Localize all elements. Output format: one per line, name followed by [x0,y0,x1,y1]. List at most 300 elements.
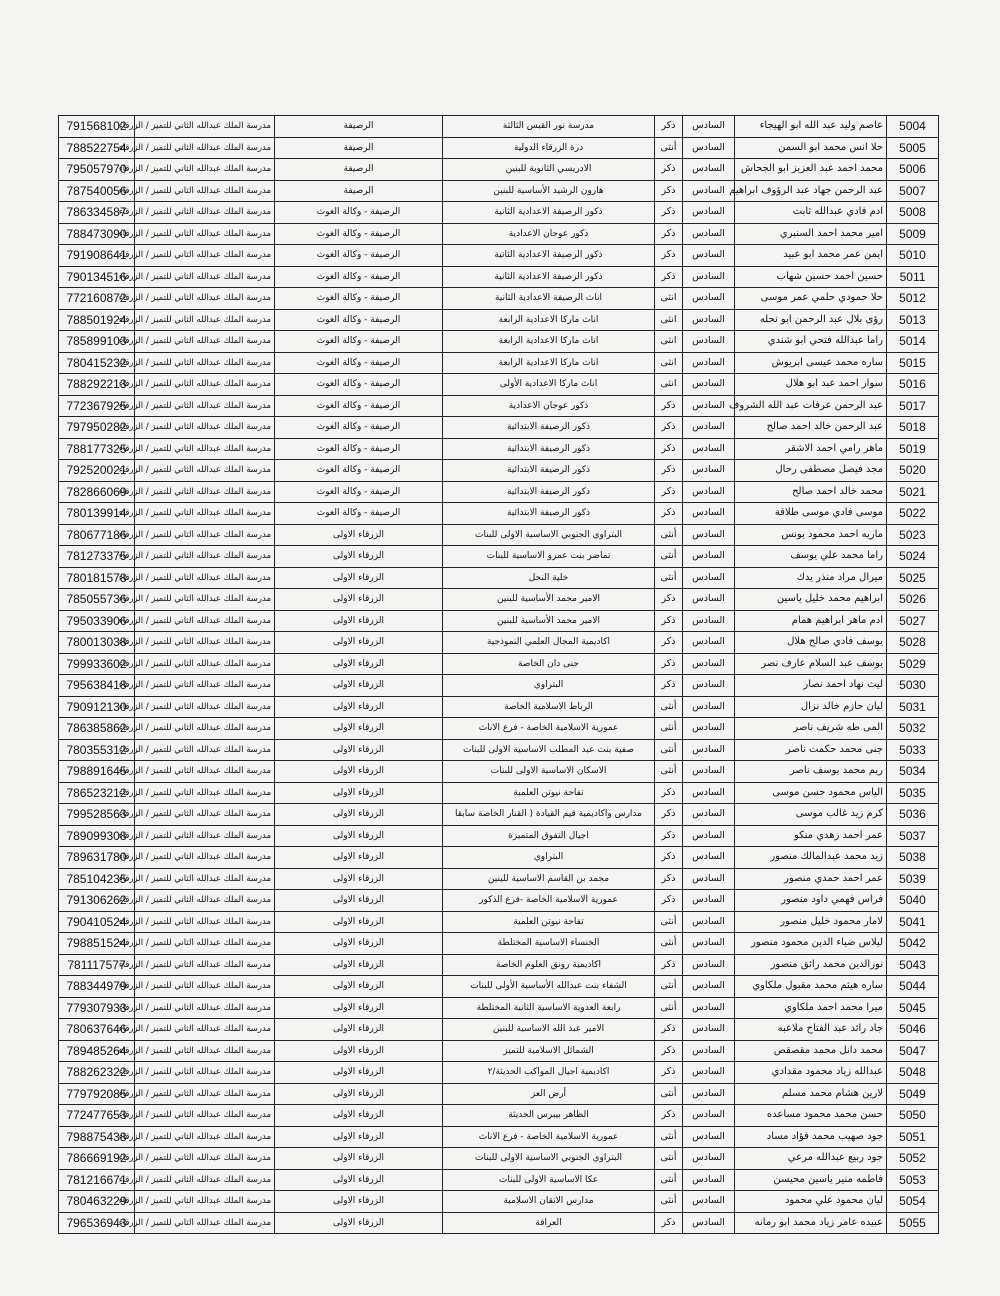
grade-cell: السادس [683,868,735,890]
student-name-cell: زيد محمد عبدالمالك منصور [735,847,887,869]
table-row [59,761,939,783]
table-row [59,266,939,288]
grade-cell: السادس [683,718,735,740]
school-cell: اناث ماركا الاعدادية الأولى [443,374,655,396]
gender-cell: ذكر [655,180,683,202]
school-cell: الامير عبد الله الاساسية للبنين [443,1019,655,1041]
school-cell: مدارس واكاديمية قيم القيادة ( القنار الخاصة سابقا [443,804,655,826]
exam-center-cell: مدرسة الملك عبدالله الثاني للتميز / الزرقاء [135,460,275,482]
gender-cell: ذكر [655,245,683,267]
directorate-cell: الزرقاء الاولى [275,954,443,976]
seat-number-cell: 5007 [887,180,939,202]
seat-number-cell: 5032 [887,718,939,740]
student-name-cell: حلا حمودي حلمي عمر موسى [735,288,887,310]
directorate-cell: الرصيفة - وكالة الغوث [275,245,443,267]
document-sheet [58,115,938,1234]
gender-cell: ذكر [655,782,683,804]
seat-number-cell: 5046 [887,1019,939,1041]
gender-cell: أنثى [655,696,683,718]
table-row [59,890,939,912]
gender-cell: أنثى [655,546,683,568]
student-name-cell: ريم محمد يوسف ناصر [735,761,887,783]
grade-cell: السادس [683,1148,735,1170]
exam-center-cell: مدرسة الملك عبدالله الثاني للتميز / الزرقاء [135,804,275,826]
school-cell: محمد بن القاسم الاساسية للبنين [443,868,655,890]
phone-cell: 790410524 [59,911,135,933]
gender-cell: ذكر [655,481,683,503]
grade-cell: السادس [683,1126,735,1148]
seat-number-cell: 5023 [887,524,939,546]
table-row [59,718,939,740]
directorate-cell: الزرقاء الاولى [275,567,443,589]
grade-cell: السادس [683,245,735,267]
table-row [59,567,939,589]
exam-center-cell: مدرسة الملك عبدالله الثاني للتميز / الزرقاء [135,653,275,675]
phone-cell: 772367925 [59,395,135,417]
gender-cell: أنثى [655,1169,683,1191]
directorate-cell: الزرقاء الاولى [275,696,443,718]
exam-center-cell: مدرسة الملك عبدالله الثاني للتميز / الزرقاء [135,417,275,439]
directorate-cell: الزرقاء الاولى [275,1105,443,1127]
seat-number-cell: 5012 [887,288,939,310]
seat-number-cell: 5036 [887,804,939,826]
school-cell: تماضر بنت عمرو الاساسية للبنات [443,546,655,568]
student-name-cell: ليان محمود علي محمود [735,1191,887,1213]
seat-number-cell: 5048 [887,1062,939,1084]
seat-number-cell: 5015 [887,352,939,374]
gender-cell: انثى [655,309,683,331]
seat-number-cell: 5030 [887,675,939,697]
student-name-cell: لارين هشام محمد مسلم [735,1083,887,1105]
directorate-cell: الزرقاء الاولى [275,1019,443,1041]
student-name-cell: حسن محمد محمود مساعده [735,1105,887,1127]
exam-center-cell: مدرسة الملك عبدالله الثاني للتميز / الزرقاء [135,911,275,933]
phone-cell: 791568102 [59,116,135,138]
student-name-cell: محمد خالد احمد صالح [735,481,887,503]
grade-cell: السادس [683,1169,735,1191]
phone-cell: 780415232 [59,352,135,374]
exam-center-cell: مدرسة الملك عبدالله الثاني للتميز / الزرقاء [135,180,275,202]
exam-center-cell: مدرسة الملك عبدالله الثاني للتميز / الزرقاء [135,331,275,353]
seat-number-cell: 5053 [887,1169,939,1191]
exam-center-cell: مدرسة الملك عبدالله الثاني للتميز / الزرقاء [135,868,275,890]
grade-cell: السادس [683,804,735,826]
grade-cell: السادس [683,503,735,525]
student-name-cell: ليث نهاد احمد نصار [735,675,887,697]
exam-center-cell: مدرسة الملك عبدالله الثاني للتميز / الزرقاء [135,567,275,589]
table-row [59,675,939,697]
directorate-cell: الرصيفة - وكالة الغوث [275,202,443,224]
grade-cell: السادس [683,460,735,482]
table-row [59,868,939,890]
directorate-cell: الرصيفة - وكالة الغوث [275,266,443,288]
grade-cell: السادس [683,589,735,611]
grade-cell: السادس [683,911,735,933]
exam-center-cell: مدرسة الملك عبدالله الثاني للتميز / الزرقاء [135,954,275,976]
exam-center-cell: مدرسة الملك عبدالله الثاني للتميز / الزرقاء [135,503,275,525]
phone-cell: 772160872 [59,288,135,310]
exam-center-cell: مدرسة الملك عبدالله الثاني للتميز / الزرقاء [135,589,275,611]
seat-number-cell: 5044 [887,976,939,998]
table-row [59,825,939,847]
phone-cell: 798891645 [59,761,135,783]
student-name-cell: يوسف عبد السلام عارف نصر [735,653,887,675]
directorate-cell: الرصيفة - وكالة الغوث [275,417,443,439]
student-name-cell: كرم زيد غالب موسى [735,804,887,826]
gender-cell: أنثى [655,524,683,546]
phone-cell: 788262322 [59,1062,135,1084]
grade-cell: السادس [683,610,735,632]
phone-cell: 788177325 [59,438,135,460]
phone-cell: 796536943 [59,1212,135,1234]
seat-number-cell: 5020 [887,460,939,482]
exam-center-cell: مدرسة الملك عبدالله الثاني للتميز / الزرقاء [135,997,275,1019]
exam-center-cell: مدرسة الملك عبدالله الثاني للتميز / الزرقاء [135,1062,275,1084]
school-cell: عمورية الاسلامية الخاصة - فرع الاناث [443,1126,655,1148]
grade-cell: السادس [683,1019,735,1041]
school-cell: الخنساء الاساسية المختلطة [443,933,655,955]
school-cell: ذكور الرصيفة الاعدادية الثانية [443,266,655,288]
grade-cell: السادس [683,847,735,869]
student-name-cell: لامار محمود خليل منصور [735,911,887,933]
exam-center-cell: مدرسة الملك عبدالله الثاني للتميز / الزرقاء [135,1083,275,1105]
school-cell: اكاديمية اجيال المواكب الحديثة/٢ [443,1062,655,1084]
exam-center-cell: مدرسة الملك عبدالله الثاني للتميز / الزرقاء [135,352,275,374]
school-cell: اناث ماركا الاعدادية الرابعة [443,331,655,353]
directorate-cell: الزرقاء الاولى [275,847,443,869]
directorate-cell: الزرقاء الاولى [275,782,443,804]
school-cell: ذكور الرصيفة الابتدائية [443,417,655,439]
exam-center-cell: مدرسة الملك عبدالله الثاني للتميز / الزرقاء [135,610,275,632]
school-cell: مدرسة نور القبس الثالثة [443,116,655,138]
phone-cell: 779307933 [59,997,135,1019]
seat-number-cell: 5010 [887,245,939,267]
directorate-cell: الزرقاء الاولى [275,653,443,675]
directorate-cell: الزرقاء الاولى [275,1083,443,1105]
gender-cell: أنثى [655,718,683,740]
grade-cell: السادس [683,223,735,245]
phone-cell: 789631780 [59,847,135,869]
student-name-cell: فراس فهمي داود منصور [735,890,887,912]
grade-cell: السادس [683,1040,735,1062]
phone-cell: 789485264 [59,1040,135,1062]
exam-center-cell: مدرسة الملك عبدالله الثاني للتميز / الزرقاء [135,116,275,138]
student-name-cell: ميرا محمد احمد ملكاوي [735,997,887,1019]
grade-cell: السادس [683,266,735,288]
student-name-cell: عمر احمد حمدي منصور [735,868,887,890]
seat-number-cell: 5029 [887,653,939,675]
student-name-cell: عبد الرحمن عرفات عبد الله الشروف [735,395,887,417]
seat-number-cell: 5049 [887,1083,939,1105]
exam-center-cell: مدرسة الملك عبدالله الثاني للتميز / الزرقاء [135,266,275,288]
student-name-cell: ساره محمد عيسى ابريوش [735,352,887,374]
seat-number-cell: 5051 [887,1126,939,1148]
seat-number-cell: 5011 [887,266,939,288]
phone-cell: 795033906 [59,610,135,632]
directorate-cell: الزرقاء الاولى [275,1148,443,1170]
directorate-cell: الرصيفة [275,159,443,181]
student-table [58,115,939,1234]
school-cell: الظاهر بيبرس الحديثة [443,1105,655,1127]
gender-cell: ذكر [655,1040,683,1062]
exam-center-cell: مدرسة الملك عبدالله الثاني للتميز / الزرقاء [135,1148,275,1170]
school-cell: الشفاء بنت عبدالله الأساسية الأولى للبنات [443,976,655,998]
exam-center-cell: مدرسة الملك عبدالله الثاني للتميز / الزرقاء [135,632,275,654]
exam-center-cell: مدرسة الملك عبدالله الثاني للتميز / الزرقاء [135,761,275,783]
directorate-cell: الزرقاء الاولى [275,589,443,611]
school-cell: الشمائل الاسلامية للتميز [443,1040,655,1062]
directorate-cell: الزرقاء الاولى [275,1169,443,1191]
grade-cell: السادس [683,567,735,589]
gender-cell: أنثى [655,1191,683,1213]
grade-cell: السادس [683,395,735,417]
phone-cell: 786669192 [59,1148,135,1170]
directorate-cell: الزرقاء الاولى [275,911,443,933]
seat-number-cell: 5014 [887,331,939,353]
school-cell: العراقة [443,1212,655,1234]
gender-cell: ذكر [655,503,683,525]
student-name-cell: امير محمد احمد السنبري [735,223,887,245]
student-name-cell: حلا انس محمد ابو السمن [735,137,887,159]
seat-number-cell: 5054 [887,1191,939,1213]
directorate-cell: الرصيفة [275,137,443,159]
directorate-cell: الزرقاء الاولى [275,890,443,912]
directorate-cell: الزرقاء الاولى [275,1191,443,1213]
student-name-cell: موسى فادي موسى طلاقة [735,503,887,525]
grade-cell: السادس [683,954,735,976]
gender-cell: ذكر [655,1105,683,1127]
gender-cell: انثى [655,288,683,310]
phone-cell: 790912130 [59,696,135,718]
grade-cell: السادس [683,976,735,998]
school-cell: ذكور الرصيفة الابتدائية [443,460,655,482]
phone-cell: 795057970 [59,159,135,181]
table-row [59,632,939,654]
school-cell: عمورية الاسلامية الخاصة - فرع الاناث [443,718,655,740]
directorate-cell: الزرقاء الاولى [275,1040,443,1062]
school-cell: البتراوي الجنوبي الاساسية الاولى للبنات [443,1148,655,1170]
gender-cell: انثى [655,352,683,374]
phone-cell: 780139914 [59,503,135,525]
table-row [59,331,939,353]
gender-cell: ذكر [655,438,683,460]
student-name-cell: جاد رائد عبد الفتاح ملاعبه [735,1019,887,1041]
directorate-cell: الزرقاء الاولى [275,675,443,697]
seat-number-cell: 5024 [887,546,939,568]
exam-center-cell: مدرسة الملك عبدالله الثاني للتميز / الزرقاء [135,675,275,697]
student-name-cell: جنى محمد حكمت ناصر [735,739,887,761]
directorate-cell: الرصيفة - وكالة الغوث [275,395,443,417]
seat-number-cell: 5037 [887,825,939,847]
school-cell: الادريسي الثانوية للبنين [443,159,655,181]
table-row [59,374,939,396]
student-name-cell: عبيده عامر زياد محمد ابو رمانه [735,1212,887,1234]
seat-number-cell: 5025 [887,567,939,589]
phone-cell: 785104235 [59,868,135,890]
gender-cell: أنثى [655,761,683,783]
gender-cell: أنثى [655,137,683,159]
phone-cell: 781216671 [59,1169,135,1191]
phone-cell: 785899103 [59,331,135,353]
student-name-cell: عاصم وليد عبد الله ابو الهيجاء [735,116,887,138]
directorate-cell: الزرقاء الاولى [275,1212,443,1234]
directorate-cell: الزرقاء الاولى [275,524,443,546]
gender-cell: ذكر [655,868,683,890]
gender-cell: ذكر [655,266,683,288]
grade-cell: السادس [683,675,735,697]
student-name-cell: يوسف فادي صالح هلال [735,632,887,654]
phone-cell: 791908641 [59,245,135,267]
seat-number-cell: 5043 [887,954,939,976]
student-name-cell: ميرال مراد منذر يدك [735,567,887,589]
seat-number-cell: 5004 [887,116,939,138]
seat-number-cell: 5021 [887,481,939,503]
directorate-cell: الزرقاء الاولى [275,718,443,740]
phone-cell: 782866069 [59,481,135,503]
gender-cell: ذكر [655,890,683,912]
exam-center-cell: مدرسة الملك عبدالله الثاني للتميز / الزرقاء [135,137,275,159]
table-row [59,782,939,804]
seat-number-cell: 5026 [887,589,939,611]
exam-center-cell: مدرسة الملك عبدالله الثاني للتميز / الزرقاء [135,309,275,331]
table-row [59,180,939,202]
grade-cell: السادس [683,374,735,396]
seat-number-cell: 5013 [887,309,939,331]
gender-cell: أنثى [655,933,683,955]
table-row [59,202,939,224]
school-cell: البتراوي الجنوبي الاساسية الاولى للبنات [443,524,655,546]
table-row [59,481,939,503]
grade-cell: السادس [683,696,735,718]
student-name-cell: راما عبدالله فتحي ابو شندي [735,331,887,353]
directorate-cell: الرصيفة - وكالة الغوث [275,331,443,353]
seat-number-cell: 5033 [887,739,939,761]
directorate-cell: الرصيفة - وكالة الغوث [275,374,443,396]
grade-cell: السادس [683,180,735,202]
gender-cell: أنثى [655,567,683,589]
seat-number-cell: 5052 [887,1148,939,1170]
school-cell: ذكور الرصيفة الاعدادية الثانية [443,202,655,224]
school-cell: اناث ماركا الاعدادية الرابعة [443,352,655,374]
phone-cell: 780677186 [59,524,135,546]
directorate-cell: الزرقاء الاولى [275,739,443,761]
student-name-cell: ابراهيم محمد خليل ياسين [735,589,887,611]
school-cell: الرباط الاسلامية الخاصة [443,696,655,718]
phone-cell: 795638418 [59,675,135,697]
directorate-cell: الزرقاء الاولى [275,997,443,1019]
gender-cell: ذكر [655,954,683,976]
student-name-cell: ليلاس ضياء الدين محمود منصور [735,933,887,955]
table-row [59,546,939,568]
seat-number-cell: 5031 [887,696,939,718]
phone-cell: 788292213 [59,374,135,396]
student-name-cell: عبدالله زياد محمود مقدادي [735,1062,887,1084]
exam-center-cell: مدرسة الملك عبدالله الثاني للتميز / الزرقاء [135,1212,275,1234]
gender-cell: ذكر [655,1212,683,1234]
table-row [59,1169,939,1191]
gender-cell: أنثى [655,911,683,933]
student-name-cell: مجد فيصل مصطفى رحال [735,460,887,482]
phone-cell: 792520021 [59,460,135,482]
student-name-cell: جود ربيع عبدالله مرعي [735,1148,887,1170]
directorate-cell: الزرقاء الاولى [275,825,443,847]
directorate-cell: الزرقاء الاولى [275,632,443,654]
school-cell: ذكور عوجان الاعدادية [443,395,655,417]
school-cell: اناث ماركا الاعدادية الرابعة [443,309,655,331]
table-row [59,1083,939,1105]
student-name-cell: المى طه شريف ناصر [735,718,887,740]
phone-cell: 772477653 [59,1105,135,1127]
exam-center-cell: مدرسة الملك عبدالله الثاني للتميز / الزرقاء [135,1191,275,1213]
gender-cell: ذكر [655,675,683,697]
table-row [59,696,939,718]
exam-center-cell: مدرسة الملك عبدالله الثاني للتميز / الزرقاء [135,159,275,181]
directorate-cell: الرصيفة - وكالة الغوث [275,288,443,310]
phone-cell: 781117577 [59,954,135,976]
school-cell: اناث الرصيفة الاعدادية الثانية [443,288,655,310]
gender-cell: ذكر [655,1019,683,1041]
student-name-cell: نورالدين محمد رائق منصور [735,954,887,976]
table-row [59,847,939,869]
school-cell: عكا الاساسية الاولى للبنات [443,1169,655,1191]
grade-cell: السادس [683,1105,735,1127]
exam-center-cell: مدرسة الملك عبدالله الثاني للتميز / الزرقاء [135,524,275,546]
phone-cell: 781273375 [59,546,135,568]
exam-center-cell: مدرسة الملك عبدالله الثاني للتميز / الزرقاء [135,976,275,998]
seat-number-cell: 5006 [887,159,939,181]
student-name-cell: ليان حازم خالد نزال [735,696,887,718]
grade-cell: السادس [683,782,735,804]
exam-center-cell: مدرسة الملك عبدالله الثاني للتميز / الزرقاء [135,1019,275,1041]
exam-center-cell: مدرسة الملك عبدالله الثاني للتميز / الزرقاء [135,782,275,804]
phone-cell: 789099308 [59,825,135,847]
directorate-cell: الزرقاء الاولى [275,1126,443,1148]
phone-cell: 788344979 [59,976,135,998]
seat-number-cell: 5047 [887,1040,939,1062]
grade-cell: السادس [683,481,735,503]
gender-cell: انثى [655,331,683,353]
school-cell: عمورية الاسلامية الخاصة -فرع الذكور [443,890,655,912]
school-cell: الاسكان الاساسية الاولى للبنات [443,761,655,783]
student-name-cell: ادم فادي عبدالله ثابت [735,202,887,224]
phone-cell: 779792085 [59,1083,135,1105]
phone-cell: 786334587 [59,202,135,224]
table-row [59,1040,939,1062]
directorate-cell: الزرقاء الاولى [275,868,443,890]
table-row [59,1126,939,1148]
student-name-cell: فاطمه منير ياسين محيسن [735,1169,887,1191]
phone-cell: 780355312 [59,739,135,761]
grade-cell: السادس [683,524,735,546]
student-name-cell: الياس محمود حسن موسى [735,782,887,804]
seat-number-cell: 5017 [887,395,939,417]
exam-center-cell: مدرسة الملك عبدالله الثاني للتميز / الزرقاء [135,223,275,245]
table-row [59,1191,939,1213]
exam-center-cell: مدرسة الملك عبدالله الثاني للتميز / الزرقاء [135,718,275,740]
grade-cell: السادس [683,739,735,761]
table-row [59,245,939,267]
grade-cell: السادس [683,632,735,654]
seat-number-cell: 5019 [887,438,939,460]
table-row [59,524,939,546]
student-name-cell: محمد احمد عبد العزيز ابو الجحاش [735,159,887,181]
phone-cell: 799528563 [59,804,135,826]
gender-cell: أنثى [655,997,683,1019]
directorate-cell: الزرقاء الاولى [275,761,443,783]
phone-cell: 780013038 [59,632,135,654]
directorate-cell: الزرقاء الاولى [275,610,443,632]
seat-number-cell: 5039 [887,868,939,890]
